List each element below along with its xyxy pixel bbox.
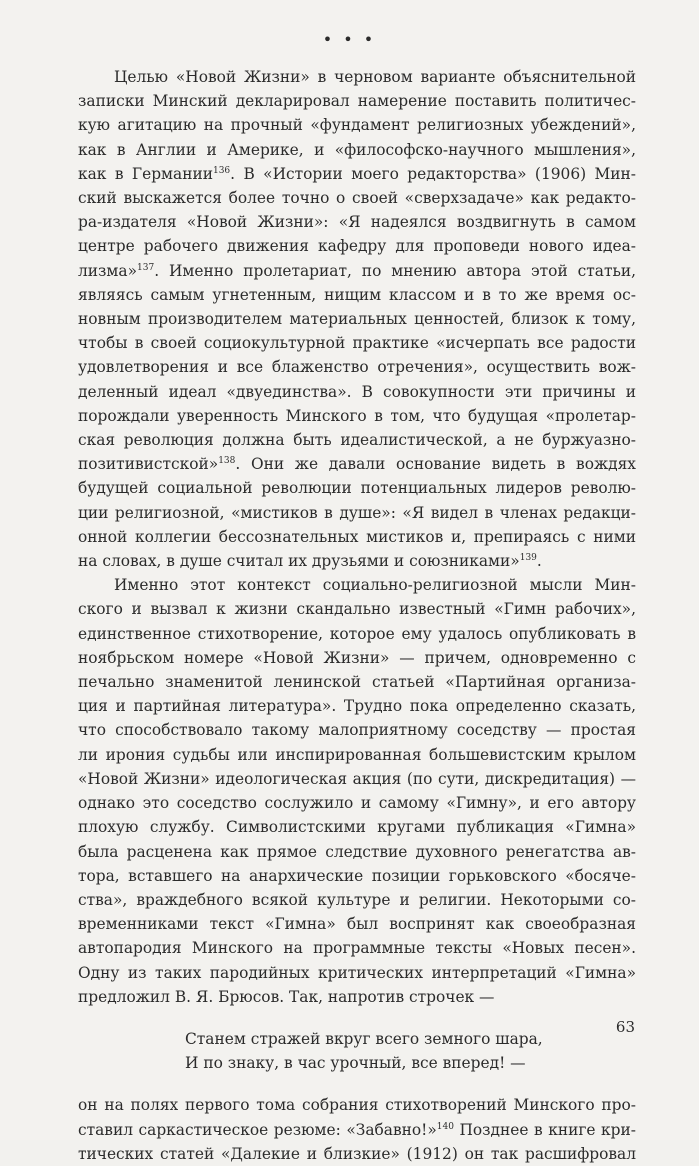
text-line: онной коллегии бессознательных мистиков и, препираясь с ними xyxy=(78,527,636,546)
text-line: деленный идеал «двуединства». В совокупности эти причины и xyxy=(78,382,636,401)
text-line: временниками текст «Гимна» был воспринят как своеобразная xyxy=(78,915,636,934)
paragraph-3 xyxy=(78,1093,636,1166)
text-line: автопародия Минского на программные тексты «Новых песен». xyxy=(78,939,636,958)
text-line: он на полях первого тома собрания стихотворений Минского про- xyxy=(78,1096,636,1115)
text-line: на словах, в душе считал их друзьями и союзниками»$^{139}$. xyxy=(78,552,542,571)
text-line: была расценена как прямое следствие духовного ренегатства ав- xyxy=(78,842,636,861)
text-line: как в Англии и Америке, и «философско-научного мышления», xyxy=(78,140,636,159)
footnote-ref: 139 xyxy=(519,552,537,563)
text-line: «Новой Жизни» идеологическая акция (по сути, дискредитация) — xyxy=(78,769,636,788)
text-line: кую агитацию на прочный «фундамент религиозных убеждений», xyxy=(78,116,636,135)
text-line: однако это соседство сослужило и самому «Гимну», и его автору xyxy=(78,794,636,813)
text-line: ский выскажется более точно о своей «сверхзадаче» как редакто- xyxy=(78,189,636,208)
verse-line: Станем стражей вкруг всего земного шара, xyxy=(185,1029,543,1048)
text-line: тических статей «Далекие и близкие» (1912) он так расшифровал xyxy=(78,1144,636,1163)
text-line: ства», враждебного всякой культуре и религии. Некоторыми со- xyxy=(78,890,636,909)
text-line: ского и вызвал к жизни скандально известный «Гимн рабочих», xyxy=(78,600,636,619)
text-line: записки Минский декларировал намерение поставить политичес- xyxy=(78,92,636,111)
footnote-ref: 138 xyxy=(218,456,236,467)
text-line: Целью «Новой Жизни» в черновом варианте объяснительной xyxy=(114,68,636,86)
paragraph-2 xyxy=(78,573,636,1009)
verse-line: И по знаку, в час урочный, все вперед! — xyxy=(185,1054,526,1073)
text-line: ции религиозной, «мистиков в душе»: «Я видел в членах редакци- xyxy=(78,503,636,522)
footnote-ref: 136 xyxy=(212,165,231,176)
text-line: ставил саркастическое резюме: «Забавно!»$^{140}$ Позднее в книге кри- xyxy=(78,1120,636,1139)
page-number: 63 xyxy=(615,1018,635,1036)
footnote-ref: 140 xyxy=(436,1121,454,1132)
text-line: как в Германии$^{136}$. В «Истории моего редакторства» (1906) Мин- xyxy=(78,164,636,183)
paragraph-1 xyxy=(78,65,636,573)
text-line: ская революция должна быть идеалистической, а не буржуазно- xyxy=(78,431,636,450)
text-line: ра-издателя «Новой Жизни»: «Я надеялся воздвигнуть в самом xyxy=(78,213,636,232)
text-line: новным производителем материальных ценностей, близок к тому, xyxy=(78,310,636,329)
text-line: печально знаменитой ленинской статьей «Партийная организа- xyxy=(78,673,636,692)
text-line: лизма»$^{137}$. Именно пролетариат, по мнению автора этой статьи, xyxy=(78,261,636,280)
text-line: Именно этот контекст социально-религиозной мысли Мин- xyxy=(114,576,636,595)
text-line: что способствовало такому малоприятному соседству — простая xyxy=(78,721,636,740)
text-line: являясь самым угнетенным, нищим классом и в то же время ос- xyxy=(78,285,636,304)
verse-quote xyxy=(78,1027,636,1075)
text-line: Одну из таких пародийных критических интерпретаций «Гимна» xyxy=(78,963,636,982)
footnote-ref: 137 xyxy=(137,262,155,273)
body-text xyxy=(78,65,636,1166)
text-line: предложил В. Я. Брюсов. Так, напротив строчек — xyxy=(78,987,495,1006)
text-line: порождали уверенность Минского в том, что будущая «пролетар- xyxy=(78,406,636,425)
text-line: единственное стихотворение, которое ему удалось опубликовать в xyxy=(78,624,636,643)
text-line: удовлетворения и все блаженство отречения», осуществить вож- xyxy=(78,358,636,377)
text-line: центре рабочего движения кафедру для проповеди нового идеа- xyxy=(78,237,636,256)
text-line: ция и партийная литература». Трудно пока определенно сказать, xyxy=(78,697,636,716)
text-line: чтобы в своей социокультурной практике «исчерпать все радости xyxy=(78,334,636,353)
text-line: позитивистской»$^{138}$. Они же давали основание видеть в вождях xyxy=(78,455,636,474)
text-line: будущей социальной революции потенциальных лидеров револю- xyxy=(78,479,636,498)
text-line: плохую службу. Символистскими кругами публикация «Гимна» xyxy=(78,818,636,837)
text-line: ноябрьском номере «Новой Жизни» — причем, одновременно с xyxy=(78,648,636,667)
section-ornament: • • • xyxy=(322,30,377,49)
text-line: тора, вставшего на анархические позиции горьковского «босяче- xyxy=(78,866,636,885)
text-line: ли ирония судьбы или инспирированная большевистским крылом xyxy=(78,745,636,764)
